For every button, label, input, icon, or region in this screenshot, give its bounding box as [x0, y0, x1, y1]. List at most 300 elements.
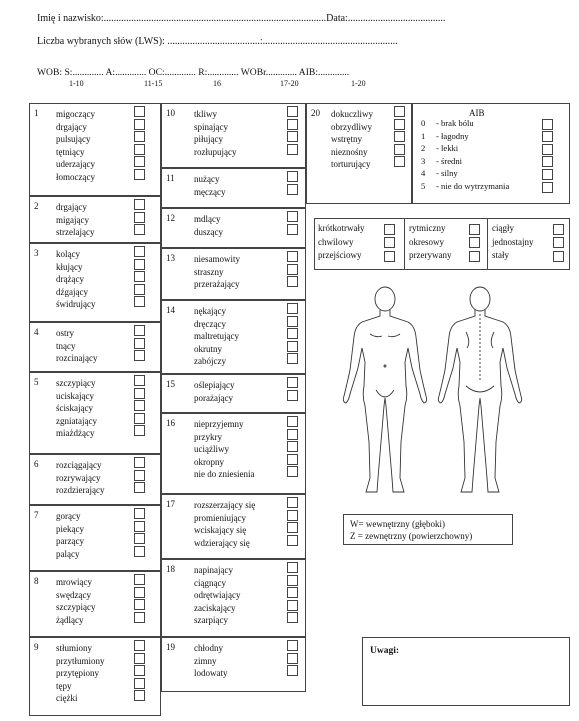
group-words: [56, 459, 104, 497]
group-words: [194, 564, 240, 627]
group-words: [56, 510, 84, 560]
word: drążący: [56, 274, 84, 285]
word-checkbox[interactable]: [287, 416, 298, 427]
word: kłujący: [56, 261, 83, 272]
legend-box: [343, 514, 513, 545]
word: strzelający: [56, 227, 95, 238]
group-words: [56, 248, 96, 311]
word-checkbox[interactable]: [134, 246, 145, 257]
word-checkbox[interactable]: [287, 106, 298, 117]
word: wstrętny: [331, 134, 362, 145]
time-pattern-word: rytmiczny: [409, 223, 446, 233]
word: ostry: [56, 328, 74, 338]
word-checkbox[interactable]: [287, 522, 298, 533]
word-checkbox[interactable]: [134, 156, 145, 167]
word-checkbox[interactable]: [134, 546, 145, 557]
group-number: 10: [166, 108, 175, 118]
body-back-figure: [438, 287, 521, 492]
word-checkbox[interactable]: [287, 328, 298, 339]
group-number: 9: [34, 642, 39, 652]
word-checkbox[interactable]: [394, 144, 405, 155]
group-words: [56, 201, 94, 239]
divider: [404, 218, 405, 270]
aib-checkbox[interactable]: [542, 119, 553, 130]
time-pattern-word: krótkotrwały: [318, 223, 365, 233]
time-pattern-checkbox[interactable]: [469, 251, 480, 262]
word-checkbox[interactable]: [134, 296, 145, 307]
group-checkboxes: [134, 375, 145, 438]
lws-label: Liczba wybranych słów (LWS):: [37, 36, 165, 47]
word-checkbox[interactable]: [134, 350, 145, 361]
word-checkbox[interactable]: [134, 482, 145, 493]
wob-range-oc: 16: [213, 79, 221, 88]
wob-range-wobr: 1-20: [351, 79, 366, 88]
group-number: 4: [34, 327, 39, 337]
word: mdlący: [194, 214, 221, 224]
group-number: 15: [166, 379, 175, 389]
word-checkbox[interactable]: [287, 224, 298, 235]
name-field[interactable]: .........................................................................................: [103, 13, 327, 24]
group-number: 8: [34, 576, 39, 586]
group-checkboxes: [134, 246, 145, 309]
word-checkbox[interactable]: [287, 510, 298, 521]
word: szczypiący: [56, 378, 96, 388]
group-words: [56, 576, 95, 626]
word-checkbox[interactable]: [134, 119, 145, 130]
time-pattern-checkbox[interactable]: [469, 237, 480, 248]
group-words: [194, 253, 240, 291]
word: zgniatający: [56, 415, 97, 426]
word-checkbox[interactable]: [134, 144, 145, 155]
word-checkbox[interactable]: [134, 574, 145, 585]
word: przytępiony: [56, 668, 99, 679]
word: drgający: [56, 121, 87, 132]
word: uderzający: [56, 159, 95, 170]
word-checkbox[interactable]: [287, 575, 298, 586]
word: piłujący: [194, 134, 223, 145]
group-checkboxes: [134, 640, 145, 703]
time-pattern-checkbox[interactable]: [469, 224, 480, 235]
notes-box[interactable]: [362, 637, 570, 706]
word: zimny: [194, 655, 217, 666]
word: straszny: [194, 266, 224, 277]
date-field[interactable]: .......................................: [347, 13, 446, 24]
word-checkbox[interactable]: [134, 413, 145, 424]
word: porażający: [194, 392, 233, 403]
word-checkbox[interactable]: [287, 264, 298, 275]
time-pattern-checkbox[interactable]: [384, 224, 395, 235]
group-number: 19: [166, 642, 175, 652]
aib-level-3: [421, 156, 462, 166]
group-9: [29, 637, 161, 716]
word-checkbox[interactable]: [287, 640, 298, 651]
group-number: 7: [34, 510, 39, 520]
word-checkbox[interactable]: [134, 400, 145, 411]
group-checkboxes: [287, 251, 298, 289]
group-15: [161, 374, 306, 413]
word: łomoczący: [56, 171, 95, 182]
word-checkbox[interactable]: [287, 587, 298, 598]
word: oślepiający: [194, 380, 235, 390]
time-pattern-word: przerywany: [409, 250, 452, 260]
word-checkbox[interactable]: [394, 119, 405, 130]
aib-level-1: [421, 131, 469, 141]
word-checkbox[interactable]: [134, 106, 145, 117]
group-words: [194, 213, 223, 238]
aib-title: AIB: [469, 108, 485, 118]
aib-level-number: 3: [421, 155, 426, 166]
word-checkbox[interactable]: [287, 303, 298, 314]
divider: [487, 218, 488, 270]
word: drgający: [56, 202, 87, 212]
word-checkbox[interactable]: [134, 690, 145, 701]
word-checkbox[interactable]: [394, 156, 405, 167]
word-checkbox[interactable]: [134, 653, 145, 664]
group-words: [194, 499, 255, 549]
word-checkbox[interactable]: [287, 119, 298, 130]
time-pattern-word: chwilowy: [318, 236, 354, 247]
aib-level-number: 1: [421, 130, 426, 141]
time-pattern-checkbox[interactable]: [384, 251, 395, 262]
aib-level-5: [421, 181, 509, 191]
group-number: 11: [166, 173, 175, 183]
group-3: [29, 243, 161, 322]
word-checkbox[interactable]: [287, 144, 298, 155]
word: tkliwy: [194, 109, 218, 119]
word-checkbox[interactable]: [134, 678, 145, 689]
legend-external: Z = zewnętrzny (powierzchowny): [350, 531, 473, 541]
word-checkbox[interactable]: [134, 508, 145, 519]
time-pattern-word: jednostajny: [492, 236, 534, 247]
name-label: Imię i nazwisko:: [37, 13, 104, 24]
word: zaciskający: [194, 602, 236, 613]
word-checkbox[interactable]: [287, 341, 298, 352]
word: przerażający: [194, 279, 240, 290]
word: szczypiący: [56, 602, 96, 613]
group-words: [194, 173, 225, 198]
group-5: [29, 372, 161, 454]
word-checkbox[interactable]: [287, 377, 298, 388]
word-checkbox[interactable]: [134, 271, 145, 282]
word-checkbox[interactable]: [287, 131, 298, 142]
word: stłumiony: [56, 643, 93, 653]
word: przytłumiony: [56, 655, 105, 666]
word: nużący: [194, 174, 220, 184]
word-checkbox[interactable]: [287, 211, 298, 222]
word: szarpiący: [194, 615, 228, 626]
group-12: [161, 208, 306, 248]
word-checkbox[interactable]: [134, 169, 145, 180]
legend-text: [350, 518, 472, 542]
word: pulsujący: [56, 134, 91, 145]
group-words: [56, 642, 105, 705]
time-pattern-word: przejściowy: [318, 250, 362, 260]
word: ciągnący: [194, 577, 226, 588]
group-words: [331, 108, 373, 171]
word: tętniący: [56, 146, 85, 157]
aib-level-number: 2: [421, 143, 426, 154]
word: rozłupujący: [194, 146, 237, 157]
word: parzący: [56, 536, 84, 547]
word: okrutny: [194, 343, 222, 354]
word: duszący: [194, 226, 223, 237]
word-checkbox[interactable]: [134, 640, 145, 651]
aib-level-label: - łagodny: [436, 130, 469, 141]
word: uciskający: [56, 390, 94, 401]
group-number: 14: [166, 305, 175, 315]
group-16: [161, 413, 306, 494]
group-number: 6: [34, 459, 39, 469]
word: rozciągający: [56, 460, 102, 470]
word-checkbox[interactable]: [287, 390, 298, 401]
word: rozszerzający się: [194, 500, 256, 510]
word: lodowaty: [194, 668, 228, 679]
word: wdzierający się: [194, 537, 250, 548]
word: kolący: [56, 249, 80, 259]
aib-checkbox[interactable]: [542, 182, 553, 193]
word: palący: [56, 548, 80, 559]
date-label: Data:: [326, 13, 348, 24]
group-words: [194, 379, 234, 404]
time-pattern-word: okresowy: [409, 236, 444, 247]
word-checkbox[interactable]: [394, 106, 405, 117]
word-checkbox[interactable]: [287, 600, 298, 611]
wob-range-r: 17-20: [280, 79, 299, 88]
group-number: 18: [166, 564, 175, 574]
word: rozrywający: [56, 472, 101, 483]
word: ciężki: [56, 693, 78, 704]
word-checkbox[interactable]: [134, 131, 145, 142]
group-number: 1: [34, 108, 39, 118]
aib-level-4: [421, 168, 458, 178]
time-pattern-checkbox[interactable]: [553, 224, 564, 235]
group-number: 12: [166, 213, 175, 223]
word: wciskający się: [194, 525, 247, 536]
word: piekący: [56, 523, 84, 534]
word: nieprzyjemny: [194, 419, 244, 429]
time-pattern-checkbox[interactable]: [553, 251, 564, 262]
time-pattern-word: ciągły: [492, 223, 514, 233]
aib-level-label: - nie do wytrzymania: [436, 181, 510, 191]
aib-level-label: - średni: [436, 155, 463, 166]
word: miażdżący: [56, 428, 95, 439]
word-checkbox[interactable]: [134, 665, 145, 676]
word-checkbox[interactable]: [134, 325, 145, 336]
word-checkbox[interactable]: [134, 457, 145, 468]
group-number: 3: [34, 248, 39, 258]
time-pattern-checkbox[interactable]: [553, 237, 564, 248]
word-checkbox[interactable]: [287, 316, 298, 327]
group-checkboxes: [287, 562, 298, 625]
group-1: [29, 103, 161, 196]
group-number: 17: [166, 499, 175, 509]
word-checkbox[interactable]: [134, 375, 145, 386]
group-number: 20: [311, 108, 320, 118]
word: migoczący: [56, 109, 95, 119]
group-checkboxes: [134, 508, 145, 558]
word-checkbox[interactable]: [287, 535, 298, 546]
word: męczący: [194, 186, 226, 197]
word-checkbox[interactable]: [287, 251, 298, 262]
word-checkbox[interactable]: [134, 612, 145, 623]
word-checkbox[interactable]: [287, 276, 298, 287]
group-number: 2: [34, 201, 39, 211]
aib-level-label: - brak bólu: [436, 118, 474, 128]
word: nieznośny: [331, 146, 368, 157]
word-checkbox[interactable]: [134, 587, 145, 598]
group-11: [161, 168, 306, 208]
group-8: [29, 571, 161, 637]
group-words: [56, 108, 95, 184]
notes-label: Uwagi:: [370, 646, 400, 656]
group-checkboxes: [287, 106, 298, 156]
word-checkbox[interactable]: [134, 259, 145, 270]
word-checkbox[interactable]: [134, 470, 145, 481]
word-checkbox[interactable]: [134, 224, 145, 235]
wob-scores-line[interactable]: WOB: S:............. A:............. OC:............. R:............. WOBr............. AIB:.............: [37, 67, 350, 78]
word: odrętwiający: [194, 590, 241, 601]
word: rozcinający: [56, 353, 98, 364]
group-18: [161, 559, 306, 637]
group-17: [161, 494, 306, 559]
group-20: [306, 103, 412, 204]
body-front-figure: [343, 287, 426, 492]
group-words: [56, 377, 97, 440]
group-words: [194, 305, 239, 368]
aib-level-number: 4: [421, 168, 426, 179]
aib-level-number: 0: [421, 118, 426, 128]
group-2: [29, 196, 161, 243]
word-checkbox[interactable]: [287, 665, 298, 676]
aib-checkbox[interactable]: [542, 169, 553, 180]
word: tnący: [56, 340, 76, 351]
word: dokuczliwy: [331, 109, 373, 119]
word: chłodny: [194, 643, 223, 653]
name-date-line: [37, 13, 445, 24]
word-checkbox[interactable]: [287, 429, 298, 440]
word: nie do zniesienia: [194, 469, 255, 480]
word: rozdzierający: [56, 485, 105, 496]
aib-checkbox[interactable]: [542, 156, 553, 167]
word-checkbox[interactable]: [134, 212, 145, 223]
group-19: [161, 637, 306, 692]
word-checkbox[interactable]: [287, 454, 298, 465]
word: świdrujący: [56, 299, 96, 310]
time-pattern-checkbox[interactable]: [384, 237, 395, 248]
word-checkbox[interactable]: [134, 338, 145, 349]
aib-level-0: [421, 118, 474, 128]
group-6: [29, 454, 161, 505]
group-7: [29, 505, 161, 571]
group-checkboxes: [134, 457, 145, 495]
aib-level-label: - lekki: [436, 143, 459, 154]
group-words: [194, 418, 254, 481]
wob-range-s: 1-10: [69, 79, 84, 88]
body-diagram[interactable]: [340, 282, 530, 500]
word-checkbox[interactable]: [134, 533, 145, 544]
lws-field[interactable]: .....................................: [167, 36, 260, 47]
group-checkboxes: [287, 211, 298, 236]
word: migający: [56, 214, 89, 225]
word: ściskający: [56, 403, 93, 414]
word-checkbox[interactable]: [134, 425, 145, 436]
group-checkboxes: [287, 171, 298, 196]
group-checkboxes: [134, 106, 145, 182]
group-checkboxes: [134, 325, 145, 363]
group-checkboxes: [287, 303, 298, 366]
word: spinający: [194, 121, 228, 132]
word-checkbox[interactable]: [287, 441, 298, 452]
group-checkboxes: [394, 106, 405, 169]
word: obrzydliwy: [331, 121, 372, 132]
word: napinający: [194, 565, 233, 575]
group-10: [161, 103, 306, 168]
word-checkbox[interactable]: [287, 353, 298, 364]
word: uciążliwy: [194, 444, 229, 455]
group-checkboxes: [287, 416, 298, 479]
word: torturujący: [331, 159, 371, 170]
aib-level-number: 5: [421, 181, 426, 191]
aib-level-label: - silny: [436, 168, 458, 179]
group-checkboxes: [134, 199, 145, 237]
word: mrowiący: [56, 577, 92, 587]
word: żądlący: [56, 614, 84, 625]
word: dręczący: [194, 318, 226, 329]
word: nękający: [194, 306, 226, 316]
group-checkboxes: [287, 377, 298, 402]
word-checkbox[interactable]: [287, 171, 298, 182]
word-checkbox[interactable]: [394, 131, 405, 142]
word-checkbox[interactable]: [134, 199, 145, 210]
group-13: [161, 248, 306, 300]
word: swędzący: [56, 589, 91, 600]
group-number: 5: [34, 377, 39, 387]
word-checkbox[interactable]: [134, 521, 145, 532]
aib-checkbox[interactable]: [542, 131, 553, 142]
word: gorący: [56, 511, 81, 521]
word: maltretujący: [194, 331, 239, 342]
word-checkbox[interactable]: [287, 612, 298, 623]
group-checkboxes: [287, 640, 298, 678]
word-checkbox[interactable]: [287, 653, 298, 664]
wob-range-a: 11-15: [144, 79, 163, 88]
group-words: [56, 327, 97, 365]
word-checkbox[interactable]: [134, 388, 145, 399]
word: promieniujący: [194, 512, 246, 523]
aib-checkbox[interactable]: [542, 144, 553, 155]
word-checkbox[interactable]: [287, 466, 298, 477]
group-words: [194, 642, 228, 680]
word: niesamowity: [194, 254, 240, 264]
word-checkbox[interactable]: [287, 497, 298, 508]
word-checkbox[interactable]: [134, 599, 145, 610]
time-pattern-word: stały: [492, 250, 509, 260]
group-words: [194, 108, 236, 158]
group-checkboxes: [287, 497, 298, 547]
word-checkbox[interactable]: [134, 284, 145, 295]
group-4: [29, 322, 161, 372]
word-checkbox[interactable]: [287, 562, 298, 573]
group-14: [161, 300, 306, 374]
aib-level-2: [421, 143, 458, 153]
group-checkboxes: [134, 574, 145, 624]
lws-line: [37, 36, 398, 47]
lws-field-2[interactable]: :......................................................: [259, 36, 398, 47]
word: przykry: [194, 431, 222, 442]
word: tępy: [56, 680, 72, 691]
word-checkbox[interactable]: [287, 184, 298, 195]
legend-internal: W= wewnętrzny (głęboki): [350, 519, 446, 529]
